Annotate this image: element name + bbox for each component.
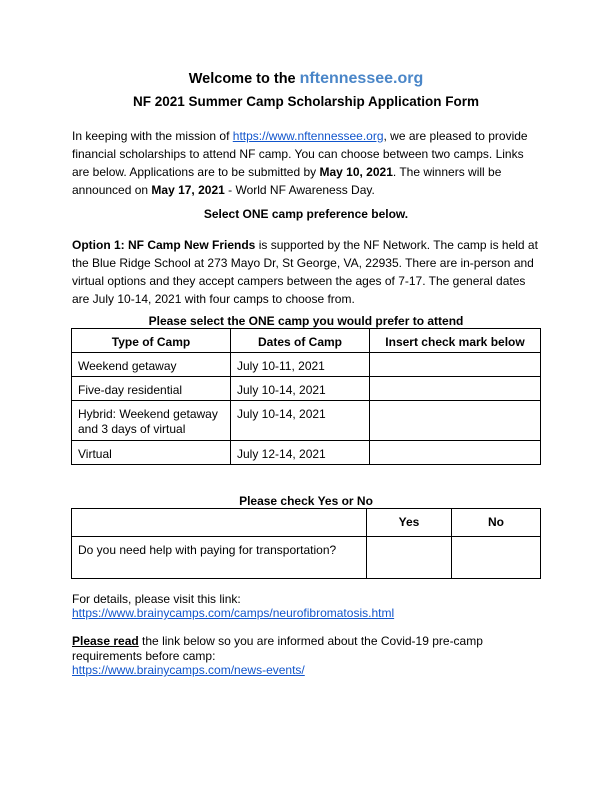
intro-text-3: . The winners will be announced on	[72, 165, 502, 197]
table-row	[72, 401, 541, 441]
check-cell-hybrid[interactable]	[370, 401, 541, 441]
header-empty	[72, 509, 367, 537]
check-cell-yes[interactable]	[367, 537, 452, 579]
covid-paragraph	[72, 634, 542, 663]
check-cell-virtual[interactable]	[370, 441, 541, 465]
camp-table-caption: Please select the ONE camp you would prefer to attend	[148, 314, 464, 328]
camp-dates: July 10-14, 2021	[231, 401, 370, 441]
header-yes: Yes	[367, 509, 452, 537]
covid-text: the link below so you are informed about the Covid-19 pre-camp requirements before camp:	[72, 634, 483, 663]
header-check: Insert check mark below	[370, 329, 541, 353]
transport-question: Do you need help with paying for transportation?	[72, 537, 367, 579]
camp-table	[71, 328, 541, 465]
table-row	[72, 537, 541, 579]
camp-type: Five-day residential	[72, 377, 231, 401]
welcome-heading	[0, 70, 612, 88]
option1-text: is supported by the NF Network. The camp is held at the Blue Ridge School at 273 Mayo Dr, St George, VA, 22935. There are in-person and virtual options and they accept campers between the ages of 7-17. The general dates are July 10-14, 2021 with four camps to choose from.	[72, 238, 538, 306]
brainycamps-details-link[interactable]: https://www.brainycamps.com/camps/neurofibromatosis.html	[72, 606, 395, 620]
deadline-date: May 10, 2021	[319, 165, 393, 179]
header-no: No	[452, 509, 541, 537]
intro-text-1: In keeping with the mission of	[72, 129, 233, 143]
intro-paragraph	[72, 127, 544, 199]
form-title: NF 2021 Summer Camp Scholarship Application Form	[132, 94, 480, 109]
option1-paragraph	[72, 236, 544, 308]
camp-dates: July 10-11, 2021	[231, 353, 370, 377]
table-row	[72, 353, 541, 377]
please-read-label: Please read	[72, 634, 139, 648]
yesno-caption: Please check Yes or No	[239, 494, 373, 508]
header-type: Type of Camp	[72, 329, 231, 353]
table-row	[72, 377, 541, 401]
welcome-prefix: Welcome to the	[188, 71, 300, 87]
intro-text-4: - World NF Awareness Day.	[224, 183, 375, 197]
intro-text-2: , we are pleased to provide financial scholarships to attend NF camp. You can choose between two camps. Links are below. Applications are to be submitted by	[72, 129, 528, 179]
option1-label: Option 1: NF Camp New Friends	[72, 238, 256, 252]
check-cell-five-day[interactable]	[370, 377, 541, 401]
yesno-table	[71, 508, 541, 579]
details-text: For details, please visit this link:	[72, 592, 241, 606]
site-name: nftennessee.org	[299, 70, 424, 87]
camp-type: Weekend getaway	[72, 353, 231, 377]
camp-dates: July 12-14, 2021	[231, 441, 370, 465]
camp-type: Virtual	[72, 441, 231, 465]
check-cell-no[interactable]	[452, 537, 541, 579]
check-cell-weekend[interactable]	[370, 353, 541, 377]
nftennessee-link[interactable]: https://www.nftennessee.org	[232, 129, 384, 143]
announce-date: May 17, 2021	[151, 183, 225, 197]
table-row	[72, 441, 541, 465]
select-heading: Select ONE camp preference below.	[203, 207, 409, 221]
yesno-header-row	[72, 509, 541, 537]
camp-dates: July 10-14, 2021	[231, 377, 370, 401]
header-dates: Dates of Camp	[231, 329, 370, 353]
camp-table-header-row	[72, 329, 541, 353]
camp-type: Hybrid: Weekend getaway and 3 days of virtual	[72, 401, 231, 441]
brainycamps-news-link[interactable]: https://www.brainycamps.com/news-events/	[72, 663, 305, 677]
